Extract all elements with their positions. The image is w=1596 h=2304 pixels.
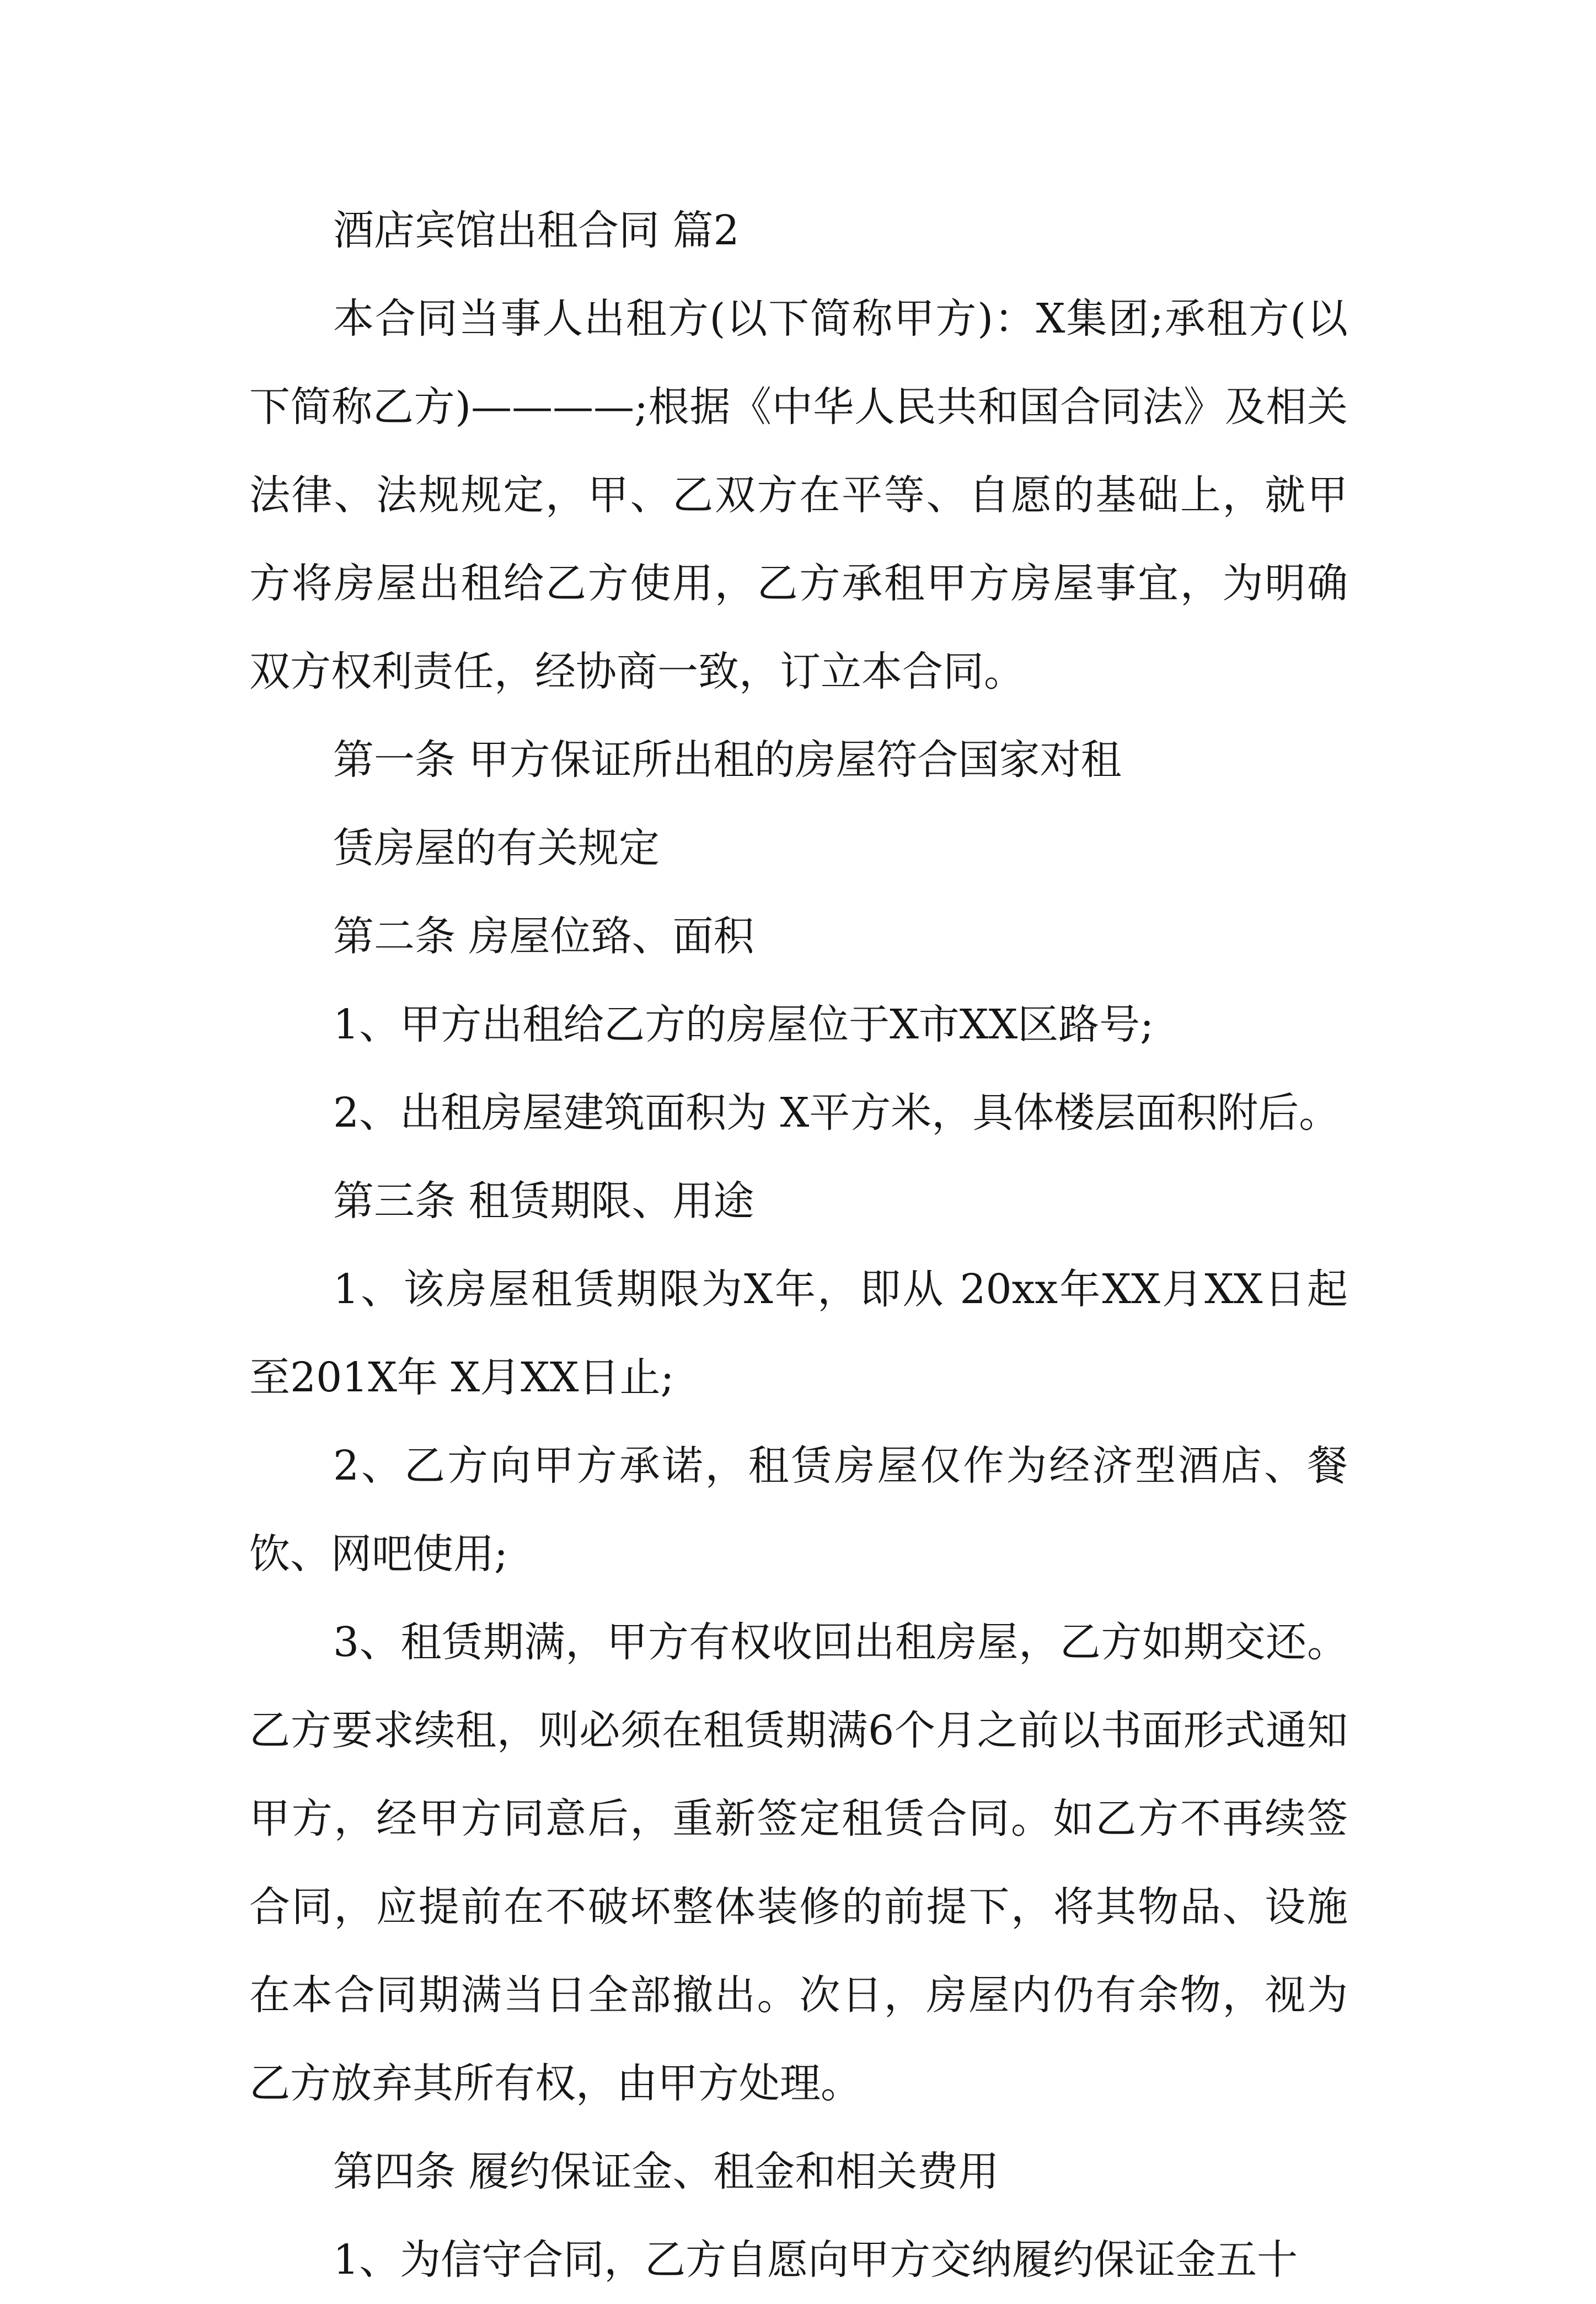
article-2-heading: 第二条 房屋位臵、面积 <box>333 913 754 960</box>
article-2-clause-1: 1、甲方出租给乙方的房屋位于X市XX区路号; <box>333 1001 1154 1048</box>
document-title: 酒店宾馆出租合同 篇2 <box>333 207 740 254</box>
paragraph-parties: 本合同当事人出租方(以下简称甲方)：X集团;承租方(以下简称乙方)————;根据《中华人民共和国合同法》及相关法律、法规规定，甲、乙双方在平等、自愿的基础上，就甲方将房屋出租给乙方使用，乙方承租甲方房屋事宜，为明确双方权利责任，经协商一致，订立本合同。 <box>249 295 1348 695</box>
article-3-clause-3: 3、租赁期满，甲方有权收回出租房屋，乙方如期交还。乙方要求续租，则必须在租赁期满6个月之前以书面形式通知甲方，经甲方同意后，重新签定租赁合同。如乙方不再续签合同，应提前在不破坏整体装修的前提下，将其物品、设施在本合同期满当日全部撤出。次日，房屋内仍有余物，视为乙方放弃其所有权，由甲方处理。 <box>249 1619 1348 2107</box>
article-1-continuation: 赁房屋的有关规定 <box>333 824 660 872</box>
article-4-clause-1: 1、为信守合同，乙方自愿向甲方交纳履约保证金五十 <box>333 2236 1298 2284</box>
article-4-heading: 第四条 履约保证金、租金和相关费用 <box>333 2148 999 2195</box>
article-3-clause-2: 2、乙方向甲方承诺，租赁房屋仅作为经济型酒店、餐饮、网吧使用; <box>249 1442 1348 1578</box>
article-3-heading: 第三条 租赁期限、用途 <box>333 1177 754 1225</box>
article-1-heading: 第一条 甲方保证所出租的房屋符合国家对租 <box>333 736 1122 784</box>
article-3-clause-1: 1、该房屋租赁期限为X年，即从 20xx年XX月XX日起至201X年 X月XX日止; <box>249 1266 1348 1401</box>
document-body <box>249 186 1348 2304</box>
article-2-clause-2: 2、出租房屋建筑面积为 X平方米，具体楼层面积附后。 <box>333 1089 1340 1137</box>
